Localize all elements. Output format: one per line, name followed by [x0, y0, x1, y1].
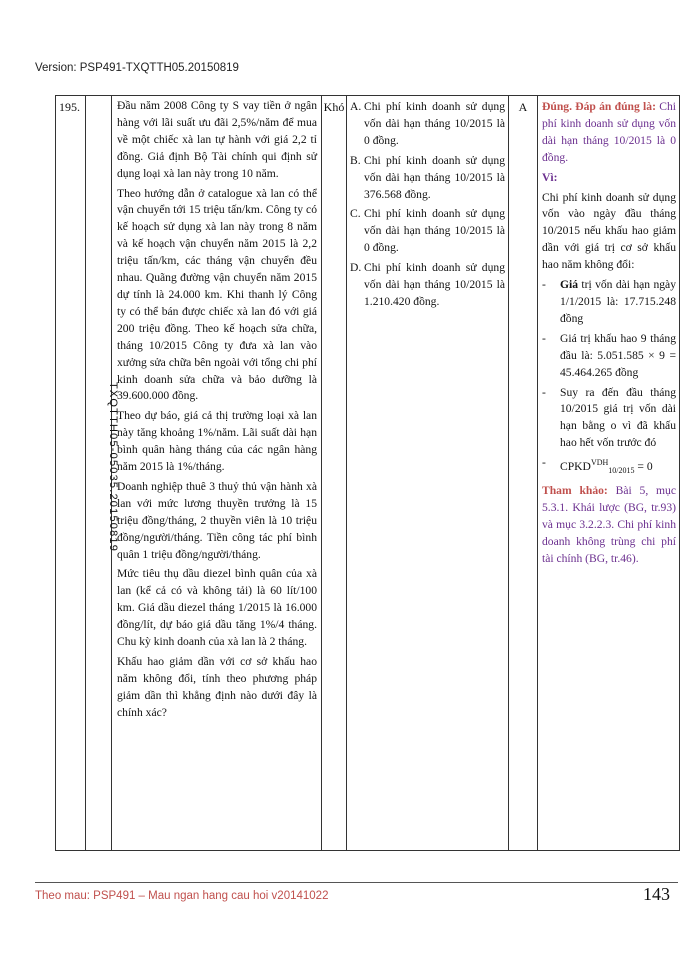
option-label: D.	[350, 261, 362, 275]
bullet-dash: -	[542, 278, 546, 292]
question-code-cell	[86, 96, 119, 851]
option-c	[350, 206, 505, 257]
stem-paragraph: Đầu năm 2008 Công ty S vay tiền ở ngân hàng với lãi suất ưu đãi 2,5%/năm để mua về một chiếc xà lan tự hành với giá 2,2 tỉ đồng. Giả định Bộ Tài chính qui định sử dụng loại xà lan này trong 10 năm.	[117, 99, 317, 180]
bullet-prefix: Giá	[560, 278, 579, 292]
option-text: Chi phí kinh doanh sử dụng vốn dài hạn tháng 10/2015 là 0 đồng.	[364, 100, 505, 147]
option-b	[350, 153, 505, 204]
bullet-dash: -	[542, 456, 546, 470]
bullet-item	[542, 385, 676, 453]
bullet-text: Suy ra đến đầu tháng 10/2015 giá trị vốn dài hạn bằng o vì đã khấu hao hết vốn trước đó	[560, 385, 676, 450]
stem-paragraph: Khấu hao giảm dần với cơ sở khấu hao năm không đổi, tính theo phương pháp giảm dần thì khẳng định nào dưới đây là chính xác?	[117, 655, 317, 719]
question-number: 195.	[56, 96, 86, 851]
formula-sup: VDH	[590, 458, 609, 468]
page-number: 143	[643, 884, 670, 904]
stem-paragraph: Doanh nghiệp thuê 3 thuỷ thủ vận hành xà lan với mức lương thuyền trưởng là 15 triệu đồng/tháng, 2 thuyền viên là 10 triệu đồng/người/tháng. Tiền công tác phí bình quân 1 triệu đồng/người/tháng.	[117, 479, 317, 561]
bullet-dash: -	[542, 331, 546, 345]
bullet-dash: -	[542, 385, 546, 399]
option-text: Chi phí kinh doanh sử dụng vốn dài hạn tháng 10/2015 là 1.210.420 đồng.	[364, 261, 505, 308]
bullet-item	[542, 277, 676, 328]
correct-statement	[542, 99, 676, 167]
option-text: Chi phí kinh doanh sử dụng vốn dài hạn tháng 10/2015 là 376.568 đồng.	[364, 153, 505, 201]
bullet-item	[542, 455, 676, 480]
option-label: A.	[350, 100, 362, 113]
option-label: C.	[350, 207, 361, 221]
footer-template-note: Theo mau: PSP491 – Mau ngan hang cau hoi v20141022	[35, 890, 329, 902]
formula-suffix: = 0	[634, 459, 653, 473]
option-a	[350, 99, 505, 150]
correct-answer: A	[509, 96, 538, 851]
stem-paragraph: Theo dự báo, giá cả thị trường loại xà lan này tăng khoảng 1%/năm. Lãi suất dài hạn bình quân hàng tháng của các ngân hàng năm 2015 là 1%/tháng.	[117, 409, 317, 474]
option-d	[350, 260, 505, 311]
option-label: B.	[350, 153, 361, 167]
why-label: Vì:	[542, 170, 558, 184]
question-code: TXQTTH05-05035.20150819	[107, 381, 119, 553]
correct-text: Chi phí kinh doanh sử dụng vốn dài hạn tháng 10/2015 là 0 đồng.	[542, 100, 676, 164]
reference-text: Bài 5, mục 5.3.1. Khái lược (BG, tr.93) và mục 3.2.2.3. Chi phí kinh doanh không trùng chi phí tài chính (BG, tr.46).	[542, 484, 676, 565]
reference-label: Tham khảo:	[542, 484, 608, 498]
bullet-text: trị vốn dài hạn ngày 1/1/2015 là: 17.715.248 đồng	[560, 278, 676, 325]
explanation	[538, 96, 680, 851]
option-text: Chi phí kinh doanh sử dụng vốn dài hạn tháng 10/2015 là 0 đồng.	[364, 207, 505, 255]
question-table	[55, 95, 680, 851]
version-label: Version: PSP491-TXQTTH05.20150819	[35, 62, 239, 74]
formula-sub: 10/2015	[608, 466, 635, 476]
reference	[542, 483, 676, 568]
stem-paragraph: Mức tiêu thụ dầu diezel bình quân của xà lan (kể cả có và không tải) là 60 lít/100 km. Giá dầu diezel tháng 1/2015 là 16.000 đồng/lít, dự báo giá dầu tăng 1%/4 tháng. Chu kỳ kinh doanh của xà lan là 2 tháng.	[117, 567, 317, 649]
answer-options	[347, 96, 509, 851]
question-stem	[112, 96, 322, 851]
formula-base: CPKD	[560, 459, 591, 473]
bullet-text: Giá trị khấu hao 9 tháng đầu là: 5.051.585 × 9 = 45.464.265 đồng	[560, 331, 676, 379]
footer-divider	[35, 882, 678, 883]
correct-label: Đúng. Đáp án đúng là:	[542, 100, 656, 113]
stem-paragraph: Theo hướng dẫn ở catalogue xà lan có thể vận chuyển tới 15 triệu tấn/km. Công ty có kế hoạch sử dụng xà lan này trong 8 năm và kế hoạch vận chuyển năm 2015 là 2,2 triệu tấn/km, các tháng vận chuyển đều nhau. Quãng đường vận chuyển năm 2015 dự tính là 24.000 km. Khi thanh lý Công ty có thể bán được chiếc xà lan đó với giá 200 triệu đồng. Theo kế hoạch sửa chữa, tháng 10/2015 Công ty đưa xà lan vào xưởng sửa chữa bên ngoài với tổng chi phí kinh doanh sửa chữa và bảo dưỡng là 39.600.000 đồng.	[117, 186, 317, 403]
difficulty-level: Khó	[322, 96, 347, 851]
bullet-item	[542, 331, 676, 382]
why-text: Chi phí kinh doanh sử dụng vốn vào ngày đầu tháng 10/2015 nếu khấu hao giảm dần với giá trị cơ sở khấu hao năm không đổi:	[542, 190, 676, 272]
